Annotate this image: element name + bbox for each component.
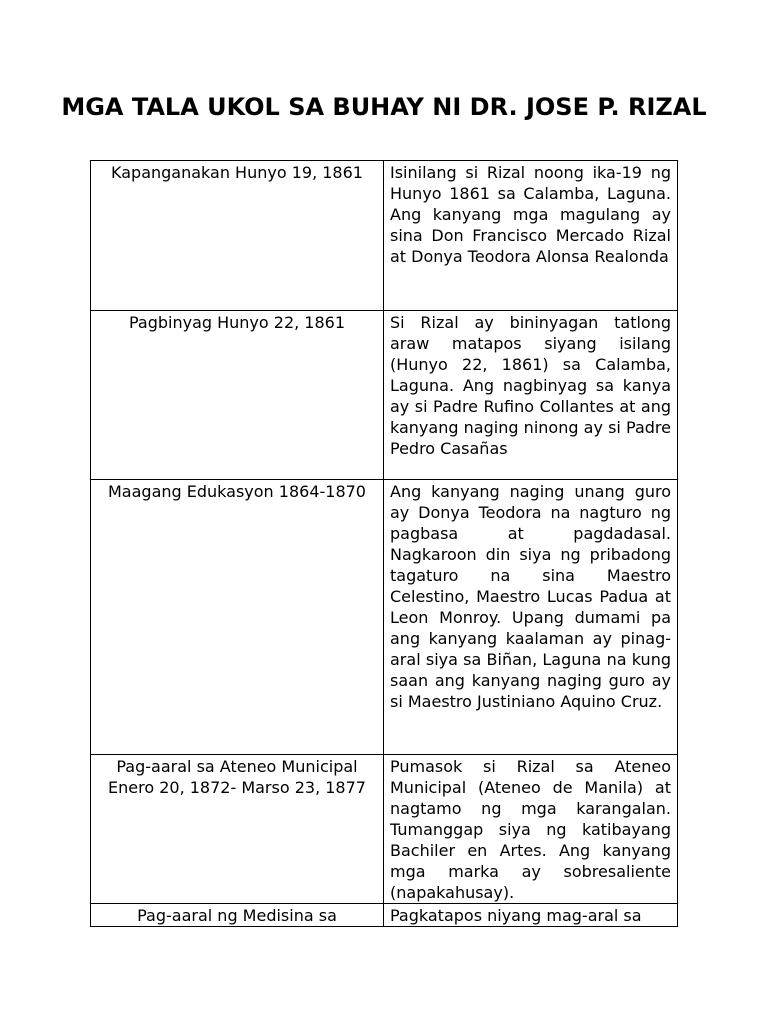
event-cell: Maagang Edukasyon 1864-1870: [91, 480, 384, 755]
description-cell: Ang kanyang naging unang guro ay Donya Teodora na nagturo ng pagbasa at pagdadasal. Nagkaroon din siya ng pribadong tagaturo na sina Maestro Celestino, Maestro Lucas Padua at Leon Monroy. Upang dumami pa ang kanyang kaalaman ay pinag-aral siya sa Biñan, Laguna na kung saan ang kanyang naging guro ay si Maestro Justiniano Aquino Cruz.: [384, 480, 678, 755]
table-row: [91, 311, 678, 480]
table-row: [91, 755, 678, 904]
description-cell: Pagkatapos niyang mag-aral sa: [384, 904, 678, 927]
table-row: [91, 480, 678, 755]
rizal-notes-table: [90, 160, 678, 927]
table-row: [91, 161, 678, 311]
event-cell: Pagbinyag Hunyo 22, 1861: [91, 311, 384, 480]
page-title: MGA TALA UKOL SA BUHAY NI DR. JOSE P. RIZAL: [61, 93, 707, 121]
table-row: [91, 904, 678, 927]
event-cell: Kapanganakan Hunyo 19, 1861: [91, 161, 384, 311]
description-cell: Isinilang si Rizal noong ika-19 ng Hunyo 1861 sa Calamba, Laguna. Ang kanyang mga magulang ay sina Don Francisco Mercado Rizal at Donya Teodora Alonsa Realonda: [384, 161, 678, 311]
event-cell: Pag-aaral sa Ateneo Municipal Enero 20, 1872- Marso 23, 1877: [91, 755, 384, 904]
event-cell: Pag-aaral ng Medisina sa: [91, 904, 384, 927]
description-cell: Si Rizal ay bininyagan tatlong araw matapos siyang isilang (Hunyo 22, 1861) sa Calamba, Laguna. Ang nagbinyag sa kanya ay si Padre Rufino Collantes at ang kanyang naging ninong ay si Padre Pedro Casañas: [384, 311, 678, 480]
description-cell: Pumasok si Rizal sa Ateneo Municipal (Ateneo de Manila) at nagtamo ng mga karangalan. Tumanggap siya ng katibayang Bachiler en Artes. Ang kanyang mga marka ay sobresaliente (napakahusay).: [384, 755, 678, 904]
